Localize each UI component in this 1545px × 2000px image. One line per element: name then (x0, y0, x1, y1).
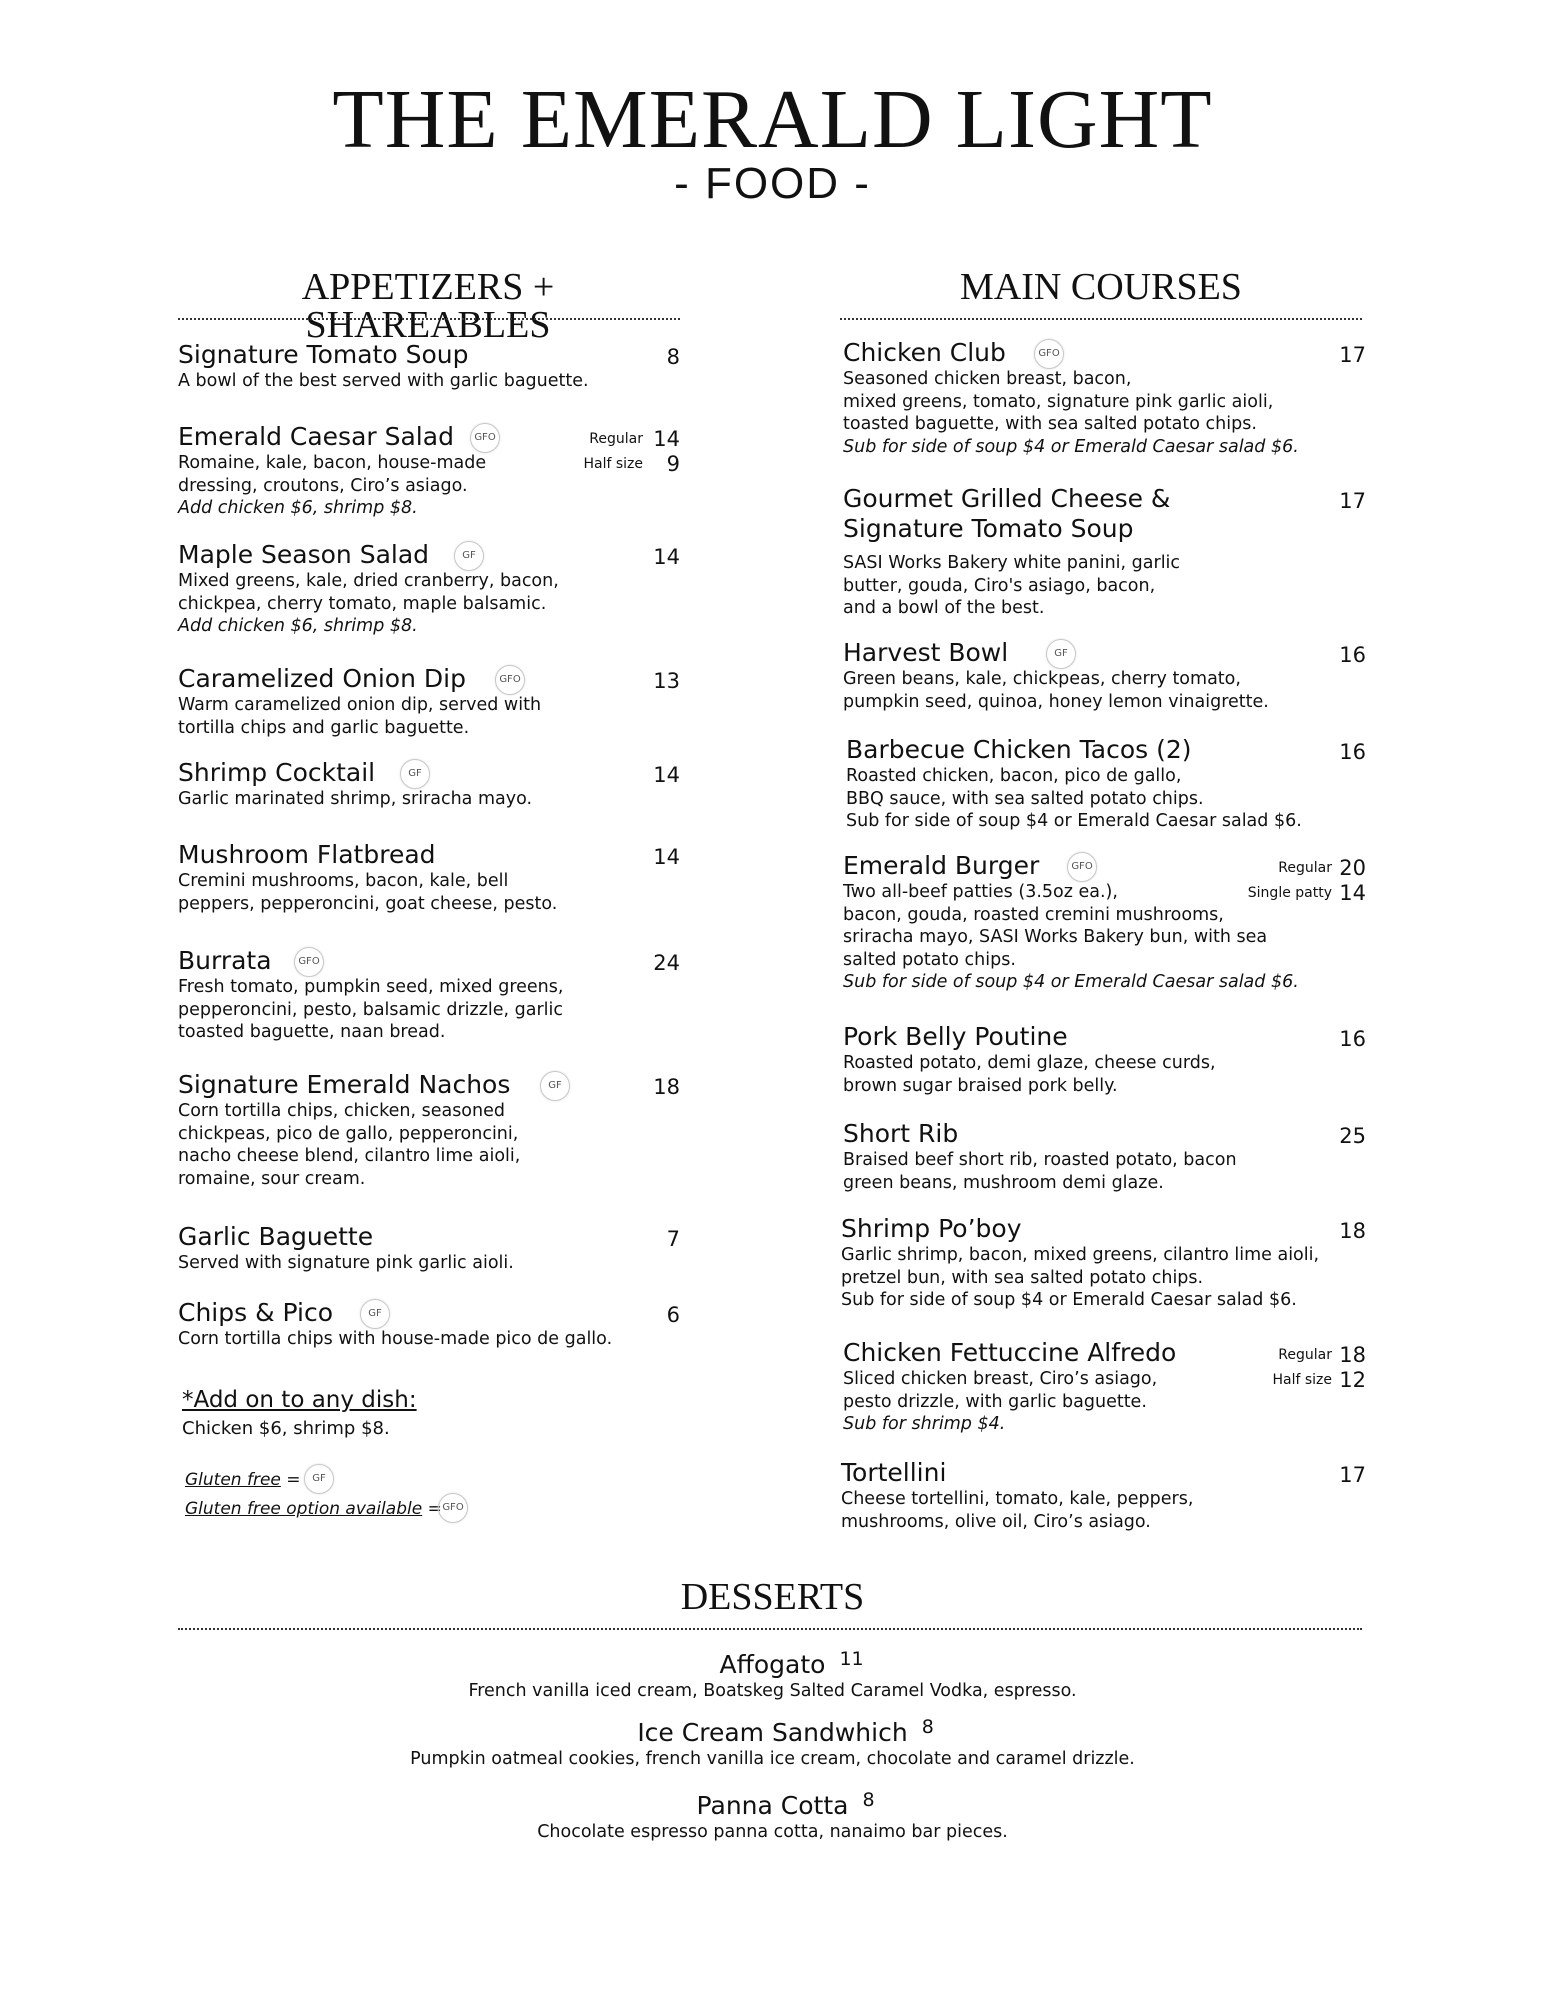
item-name: Emerald Caesar Salad (178, 422, 454, 451)
item-price: 16 (1339, 740, 1366, 764)
restaurant-title: THE EMERALD LIGHT (332, 73, 1213, 166)
item-price: 14 (653, 845, 680, 869)
item-name: Garlic Baguette (178, 1222, 374, 1251)
item-description: pretzel bun, with sea salted potato chips. (841, 1267, 1204, 1288)
item-name: Chips & Pico (178, 1298, 334, 1327)
item-description: mushrooms, olive oil, Ciro’s asiago. (841, 1511, 1151, 1532)
main-item-gourmet-grilled-cheese (843, 484, 1180, 620)
dessert-name-text: Panna Cotta (696, 1791, 849, 1820)
dessert-item-affogato (0, 1650, 1545, 1702)
item-name: Signature Tomato Soup (178, 340, 469, 369)
item-note: Add chicken $6, shrimp $8. (178, 498, 418, 518)
item-name: Harvest Bowl (843, 638, 1009, 667)
item-price: 8 (666, 345, 680, 369)
gf-badge-icon: GF (304, 1464, 334, 1494)
desserts-divider (178, 1628, 1362, 1630)
gfo-badge-icon: GFO (1034, 339, 1064, 369)
appetizer-item-chips-pico (178, 1298, 612, 1351)
gfo-badge-icon: GFO (1067, 852, 1097, 882)
main-item-shrimp-po-boy (841, 1214, 1319, 1312)
mains-heading: MAIN COURSES (960, 266, 1242, 308)
item-price: 16 (1339, 643, 1366, 667)
appetizer-item-signature-emerald-nachos (178, 1070, 520, 1190)
item-description: BBQ sauce, with sea salted potato chips. (846, 788, 1204, 809)
item-description: pesto drizzle, with garlic baguette. (843, 1391, 1147, 1412)
item-description: Sub for side of soup $4 or Emerald Caesar salad $6. (846, 811, 1302, 831)
item-description: Garlic marinated shrimp, sriracha mayo. (178, 789, 533, 809)
legend-gf (185, 1470, 301, 1490)
item-description: salted potato chips. (843, 949, 1016, 970)
item-price: 16 (1339, 1027, 1366, 1051)
item-price: 18 (653, 1075, 680, 1099)
main-item-tortellini (841, 1458, 1193, 1533)
menu-subtitle: - FOOD - (674, 159, 871, 208)
item-description: Sliced chicken breast, Ciro’s asiago, (843, 1369, 1158, 1389)
dessert-description: Chocolate espresso panna cotta, nanaimo bar pieces. (537, 1822, 1008, 1842)
mains-divider (840, 318, 1362, 320)
item-description: Mixed greens, kale, dried cranberry, bacon, (178, 571, 559, 591)
item-price-secondary: 12 (1339, 1368, 1366, 1392)
legend-gfo (185, 1499, 442, 1519)
dessert-price: 11 (839, 1648, 864, 1670)
legend-gf-label: Gluten free (185, 1470, 281, 1490)
item-price: 14 (653, 545, 680, 569)
item-note: Add chicken $6, shrimp $8. (178, 616, 418, 636)
size-label: Half size (1272, 1372, 1332, 1388)
item-description: Warm caramelized onion dip, served with (178, 695, 542, 715)
gf-badge-icon: GF (1046, 639, 1076, 669)
size-label: Half size (583, 456, 643, 472)
item-note: Sub for side of soup $4 or Emerald Caesar salad $6. (843, 972, 1299, 992)
item-name: Short Rib (843, 1119, 959, 1148)
desserts-heading: DESSERTS (680, 1576, 865, 1618)
appetizer-item-signature-tomato-soup (178, 340, 589, 393)
dessert-item-panna-cotta (0, 1791, 1545, 1843)
item-description: green beans, mushroom demi glaze. (843, 1172, 1164, 1193)
item-description: Roasted potato, demi glaze, cheese curds, (843, 1053, 1216, 1073)
gf-badge-icon: GF (400, 759, 430, 789)
item-description: SASI Works Bakery white panini, garlic (843, 553, 1181, 573)
item-description: Two all-beef patties (3.5oz ea.), (843, 882, 1118, 902)
item-price: 24 (653, 951, 680, 975)
item-price: 17 (1339, 1463, 1366, 1487)
gfo-badge-icon: GFO (495, 665, 525, 695)
item-price: 6 (666, 1303, 680, 1327)
item-description: Roasted chicken, bacon, pico de gallo, (846, 766, 1182, 786)
size-label: Regular (1278, 860, 1332, 876)
item-price: 18 (1339, 1219, 1366, 1243)
addon-heading: *Add on to any dish: (182, 1387, 417, 1413)
item-description: Seasoned chicken breast, bacon, (843, 369, 1132, 389)
dessert-name (696, 1789, 875, 1821)
item-description: dressing, croutons, Ciro’s asiago. (178, 475, 468, 496)
item-name: Chicken Fettuccine Alfredo (843, 1338, 1177, 1367)
appetizer-item-emerald-caesar-salad (178, 422, 486, 520)
dessert-name-text: Affogato (719, 1650, 826, 1679)
item-description: Sub for side of soup $4 or Emerald Caesar salad $6. (841, 1290, 1297, 1310)
legend-equals: = (286, 1470, 301, 1490)
dessert-name (719, 1648, 864, 1680)
item-description: tortilla chips and garlic baguette. (178, 717, 470, 738)
item-name: Caramelized Onion Dip (178, 664, 466, 693)
legend-equals: = (427, 1499, 442, 1519)
size-label: Regular (1278, 1347, 1332, 1363)
gf-badge-icon: GF (540, 1071, 570, 1101)
main-item-short-rib (843, 1119, 1237, 1194)
gf-badge-icon: GF (454, 541, 484, 571)
item-name: Pork Belly Poutine (843, 1022, 1068, 1051)
item-price-secondary: 14 (1339, 881, 1366, 905)
item-description: and a bowl of the best. (843, 598, 1045, 618)
item-description: butter, gouda, Ciro's asiago, bacon, (843, 575, 1156, 596)
appetizer-item-mushroom-flatbread (178, 840, 557, 915)
appetizer-item-maple-season-salad (178, 540, 559, 638)
item-description: brown sugar braised pork belly. (843, 1075, 1118, 1096)
dessert-description: Pumpkin oatmeal cookies, french vanilla ice cream, chocolate and caramel drizzle. (410, 1749, 1135, 1769)
item-name: Emerald Burger (843, 851, 1040, 880)
main-item-pork-belly-poutine (843, 1022, 1216, 1097)
item-description: Braised beef short rib, roasted potato, bacon (843, 1150, 1237, 1170)
item-description: Cheese tortellini, tomato, kale, peppers, (841, 1489, 1194, 1509)
item-name-line2: Signature Tomato Soup (843, 514, 1134, 543)
item-description: A bowl of the best served with garlic baguette. (178, 371, 589, 391)
item-price-secondary: 9 (666, 452, 680, 476)
item-price: 25 (1339, 1124, 1366, 1148)
item-description: toasted baguette, naan bread. (178, 1022, 446, 1042)
appetizer-item-burrata (178, 946, 563, 1044)
item-description: sriracha mayo, SASI Works Bakery bun, with sea (843, 927, 1268, 947)
item-description: bacon, gouda, roasted cremini mushrooms, (843, 904, 1224, 925)
item-name: Burrata (178, 946, 272, 975)
item-description: Corn tortilla chips, chicken, seasoned (178, 1101, 505, 1121)
main-item-barbecue-chicken-tacos-2 (846, 735, 1302, 833)
item-description: Garlic shrimp, bacon, mixed greens, cilantro lime aioli, (841, 1245, 1320, 1265)
size-label: Regular (589, 431, 643, 447)
item-name: Chicken Club (843, 338, 1006, 367)
item-description: chickpea, cherry tomato, maple balsamic. (178, 593, 547, 614)
item-description: nacho cheese blend, cilantro lime aioli, (178, 1146, 521, 1166)
dessert-price: 8 (921, 1716, 934, 1738)
item-name: Tortellini (841, 1458, 947, 1487)
item-description: peppers, pepperoncini, goat cheese, pesto. (178, 893, 558, 914)
dessert-price: 8 (862, 1789, 875, 1811)
item-name: Maple Season Salad (178, 540, 430, 569)
item-note: Sub for side of soup $4 or Emerald Caesar salad $6. (843, 436, 1299, 457)
gfo-badge-icon: GFO (470, 423, 500, 453)
item-description: pumpkin seed, quinoa, honey lemon vinaigrette. (843, 691, 1269, 712)
item-price: 14 (653, 427, 680, 451)
item-description: Fresh tomato, pumpkin seed, mixed greens, (178, 977, 564, 997)
dessert-name (637, 1716, 934, 1748)
item-name: Barbecue Chicken Tacos (2) (846, 735, 1192, 764)
legend-gfo-label: Gluten free option available (185, 1499, 423, 1519)
item-price: 14 (653, 763, 680, 787)
spacer (843, 544, 1180, 552)
addon-text: Chicken $6, shrimp $8. (182, 1418, 390, 1439)
appetizer-item-shrimp-cocktail (178, 758, 532, 811)
item-name: Shrimp Po’boy (841, 1214, 1022, 1243)
item-description: romaine, sour cream. (178, 1168, 366, 1189)
item-price: 13 (653, 669, 680, 693)
gf-badge-icon: GF (360, 1299, 390, 1329)
dessert-description: French vanilla iced cream, Boatskeg Salted Caramel Vodka, espresso. (468, 1681, 1077, 1701)
item-price: 17 (1339, 343, 1366, 367)
item-description: Served with signature pink garlic aioli. (178, 1253, 514, 1273)
item-description: chickpeas, pico de gallo, pepperoncini, (178, 1123, 519, 1144)
item-description: toasted baguette, with sea salted potato chips. (843, 414, 1257, 434)
dessert-name-text: Ice Cream Sandwhich (637, 1718, 908, 1747)
appetizer-item-caramelized-onion-dip (178, 664, 541, 739)
item-description: mixed greens, tomato, signature pink garlic aioli, (843, 391, 1274, 412)
item-description: Corn tortilla chips with house-made pico de gallo. (178, 1329, 613, 1349)
item-description: Green beans, kale, chickpeas, cherry tomato, (843, 669, 1241, 689)
item-price: 7 (666, 1227, 680, 1251)
dessert-item-ice-cream-sandwhich (0, 1718, 1545, 1770)
item-price: 17 (1339, 489, 1366, 513)
item-price: 18 (1339, 1343, 1366, 1367)
item-note: Sub for shrimp $4. (843, 1414, 1006, 1434)
appetizers-divider (178, 318, 680, 320)
item-price: 20 (1339, 856, 1366, 880)
size-label: Single patty (1247, 885, 1332, 901)
appetizer-item-garlic-baguette (178, 1222, 514, 1275)
item-description: Cremini mushrooms, bacon, kale, bell (178, 871, 509, 891)
gfo-badge-icon: GFO (438, 1493, 468, 1523)
main-item-chicken-club (843, 338, 1299, 458)
appetizers-heading: APPETIZERS + SHAREABLES (301, 266, 555, 346)
item-name: Gourmet Grilled Cheese & (843, 484, 1171, 513)
item-description: Romaine, kale, bacon, house-made (178, 453, 487, 473)
item-description: pepperoncini, pesto, balsamic drizzle, garlic (178, 999, 564, 1020)
main-item-chicken-fettuccine-alfredo (843, 1338, 1176, 1436)
item-name: Mushroom Flatbread (178, 840, 436, 869)
item-name: Shrimp Cocktail (178, 758, 376, 787)
item-name: Signature Emerald Nachos (178, 1070, 511, 1099)
gfo-badge-icon: GFO (294, 947, 324, 977)
